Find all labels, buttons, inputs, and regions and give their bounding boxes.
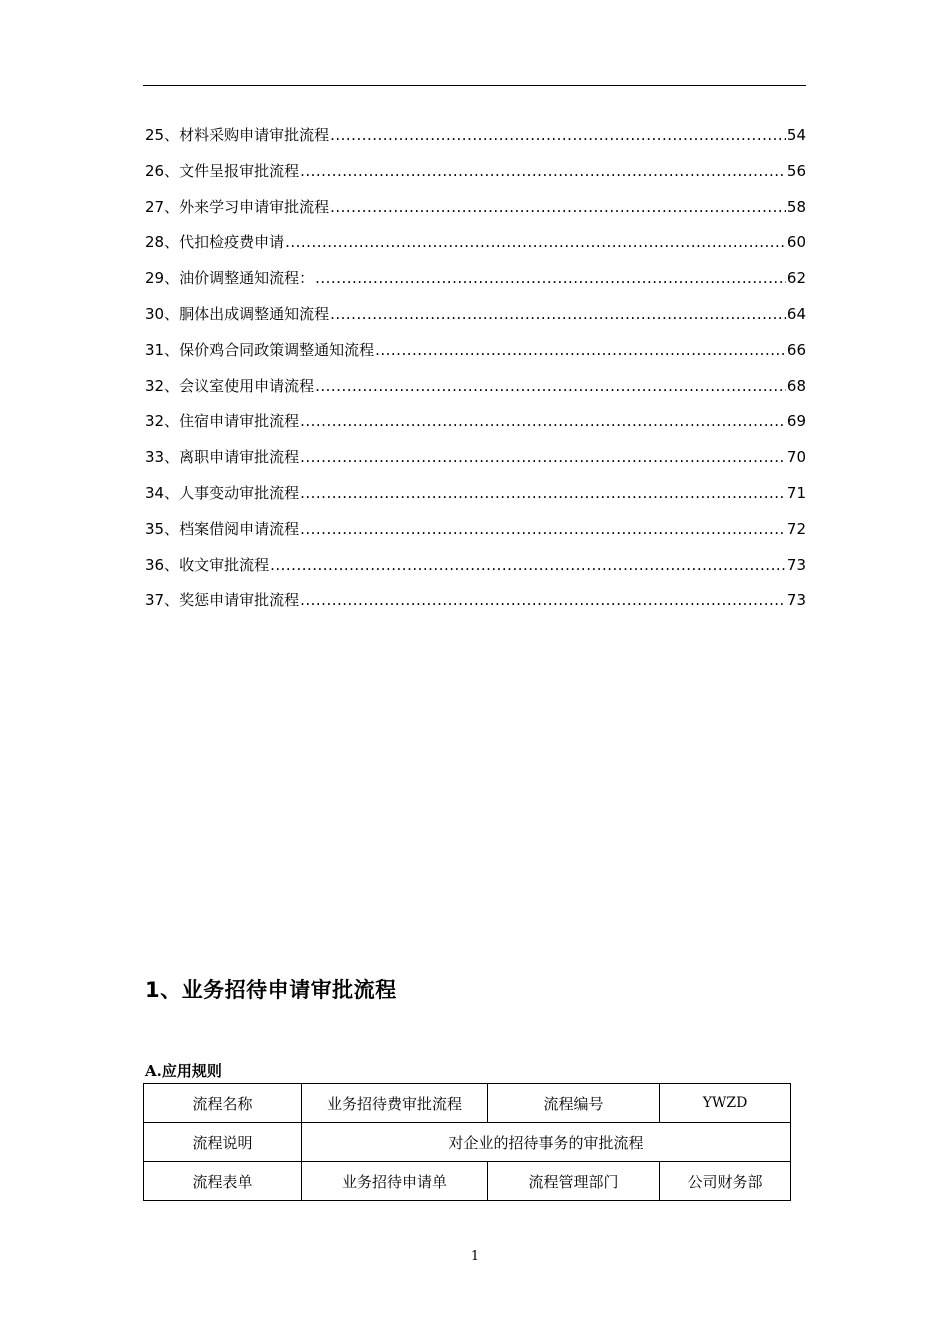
- toc-entry[interactable]: [145, 125, 806, 161]
- table-cell: 对企业的招待事务的审批流程: [302, 1123, 791, 1162]
- toc-entry-label: 32、会议室使用申请流程: [145, 376, 315, 395]
- toc-entry-page: 70: [786, 448, 806, 467]
- toc-entry-label: 26、文件呈报审批流程: [145, 161, 300, 180]
- toc-entry[interactable]: [145, 161, 806, 197]
- toc-entry[interactable]: [145, 447, 806, 483]
- table-cell: 业务招待费审批流程: [302, 1084, 488, 1123]
- toc-entry-page: 64: [786, 304, 806, 323]
- toc-leader-dots: [270, 555, 786, 575]
- toc-entry-page: 60: [786, 233, 806, 252]
- toc-entry-label: 28、代扣检疫费申请: [145, 233, 285, 252]
- table-cell: 流程说明: [144, 1123, 302, 1162]
- toc-entry-page: 72: [786, 519, 806, 538]
- toc-leader-dots: [300, 590, 786, 610]
- section-heading: 1、业务招待申请审批流程: [145, 978, 397, 1002]
- toc-entry-page: 62: [786, 269, 806, 288]
- toc-leader-dots: [330, 197, 786, 217]
- table-row: [144, 1123, 791, 1162]
- toc-entry-page: 73: [786, 555, 806, 574]
- toc-entry-page: 56: [786, 161, 806, 180]
- toc-leader-dots: [300, 411, 786, 431]
- table-cell: 业务招待申请单: [302, 1162, 488, 1201]
- toc-entry[interactable]: [145, 555, 806, 591]
- table-row: [144, 1084, 791, 1123]
- table-cell: 流程名称: [144, 1084, 302, 1123]
- toc-entry[interactable]: [145, 483, 806, 519]
- toc-entry[interactable]: [145, 268, 806, 304]
- toc-leader-dots: [330, 125, 786, 145]
- page-number: 1: [470, 1249, 480, 1264]
- table-cell: 流程管理部门: [488, 1162, 660, 1201]
- application-rules-table: [143, 1083, 791, 1201]
- toc-entry-page: 71: [786, 483, 806, 502]
- toc-entry[interactable]: [145, 519, 806, 555]
- toc-leader-dots: [300, 447, 786, 467]
- toc-entry-page: 73: [786, 591, 806, 610]
- subsection-heading: A.应用规则: [145, 1062, 222, 1080]
- toc-leader-dots: [300, 161, 786, 181]
- toc-entry-label: 37、奖惩申请审批流程: [145, 591, 300, 610]
- toc-entry-label: 27、外来学习申请审批流程: [145, 197, 330, 216]
- toc-entry[interactable]: [145, 340, 806, 376]
- toc-entry[interactable]: [145, 197, 806, 233]
- table-cell: YWZD: [660, 1084, 791, 1123]
- toc-entry-label: 31、保价鸡合同政策调整通知流程: [145, 340, 375, 359]
- header-rule: [143, 85, 806, 86]
- toc-leader-dots: [285, 232, 786, 252]
- toc-leader-dots: [315, 376, 786, 396]
- toc-leader-dots: [300, 519, 786, 539]
- toc-entry-page: 68: [786, 376, 806, 395]
- toc-entry-label: 32、住宿申请审批流程: [145, 412, 300, 431]
- toc-entry-label: 33、离职申请审批流程: [145, 448, 300, 467]
- toc-leader-dots: [315, 268, 786, 288]
- toc-entry-label: 35、档案借阅申请流程: [145, 519, 300, 538]
- table-of-contents: [145, 125, 806, 626]
- toc-entry-label: 25、材料采购申请审批流程: [145, 126, 330, 144]
- toc-entry-label: 29、油价调整通知流程：: [145, 269, 315, 288]
- toc-entry-page: 66: [786, 340, 806, 359]
- toc-entry[interactable]: [145, 590, 806, 626]
- toc-entry[interactable]: [145, 411, 806, 447]
- toc-entry-label: 34、人事变动审批流程: [145, 483, 300, 502]
- toc-leader-dots: [375, 340, 786, 360]
- table-cell: 流程编号: [488, 1084, 660, 1123]
- toc-entry-label: 36、收文审批流程: [145, 555, 270, 574]
- table-cell: 公司财务部: [660, 1162, 791, 1201]
- toc-leader-dots: [300, 483, 786, 503]
- toc-entry[interactable]: [145, 304, 806, 340]
- toc-entry[interactable]: [145, 232, 806, 268]
- toc-entry-page: 54: [786, 126, 806, 144]
- toc-entry-page: 58: [786, 197, 806, 216]
- toc-entry-label: 30、胴体出成调整通知流程: [145, 304, 330, 323]
- toc-leader-dots: [330, 304, 786, 324]
- toc-entry[interactable]: [145, 376, 806, 412]
- table-cell: 流程表单: [144, 1162, 302, 1201]
- toc-entry-page: 69: [786, 412, 806, 431]
- table-row: [144, 1162, 791, 1201]
